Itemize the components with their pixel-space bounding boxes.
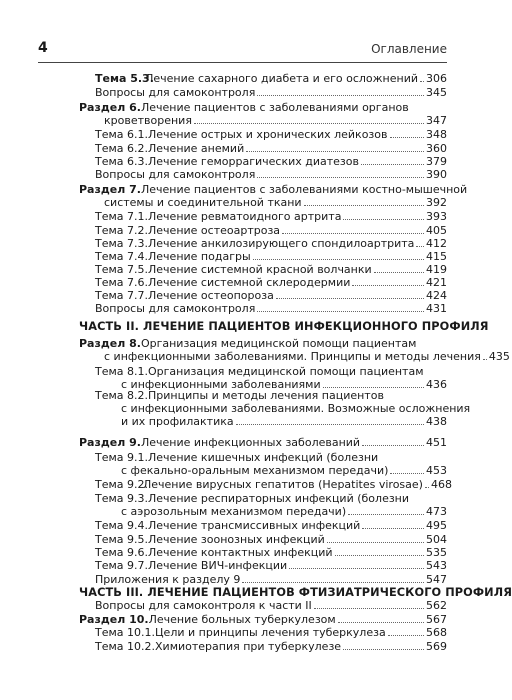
page-ref[interactable]: 473: [426, 505, 447, 518]
entry-title: с инфекционными заболеваниями: [121, 378, 321, 391]
entry-label: Раздел 10.: [79, 613, 149, 626]
page-ref[interactable]: 569: [426, 640, 447, 653]
toc-entry-row: [79, 613, 447, 626]
entry-title: Лечение вирусных гепатитов (Hepatites virosae): [143, 478, 423, 491]
dot-leader: [242, 581, 424, 583]
page-ref[interactable]: 390: [426, 168, 447, 181]
dot-leader: [246, 150, 424, 152]
page-ref[interactable]: 405: [426, 224, 447, 237]
entry-label: Тема 6.1.: [95, 128, 149, 141]
page-header: [38, 40, 447, 60]
entry-title: Лечение контактных инфекций: [148, 546, 333, 559]
dot-leader: [253, 258, 424, 260]
entry-label: Тема 9.1.: [95, 451, 149, 464]
page-ref[interactable]: 412: [426, 237, 447, 250]
dot-leader: [338, 621, 424, 623]
page-ref[interactable]: 468: [430, 478, 452, 491]
entry-title: с инфекционными заболеваниями. Возможные осложнения: [121, 402, 471, 415]
entry-label: Тема 9.6.: [95, 546, 149, 559]
page-ref[interactable]: 562: [426, 599, 447, 612]
entry-label: Тема 9.3.: [95, 492, 149, 505]
dot-leader: [374, 271, 424, 273]
running-title: Оглавление: [371, 42, 447, 56]
dot-leader: [282, 232, 424, 234]
entry-label: Тема 9.7.: [95, 559, 149, 572]
page-ref[interactable]: 415: [426, 250, 447, 263]
toc-entry-row: [95, 289, 447, 302]
entry-title: Организация медицинской помощи пациентам: [148, 365, 424, 378]
entry-title: Лечение системной красной волчанки: [148, 263, 372, 276]
entry-label: Тема 7.1.: [95, 210, 149, 223]
toc-entry-line: [121, 402, 470, 415]
toc-entry-line: [95, 492, 409, 505]
entry-label: Тема 9.4.: [95, 519, 149, 532]
entry-title: Лечение острых и хронических лейкозов: [148, 128, 388, 141]
dot-leader: [416, 245, 424, 247]
dot-leader: [236, 423, 424, 425]
entry-title: Лечение пациентов с заболеваниями органов: [140, 101, 409, 114]
toc-entry-line: [79, 101, 409, 114]
toc-entry-row: [121, 464, 447, 477]
dot-leader: [362, 527, 424, 529]
dot-leader: [425, 486, 429, 488]
toc-entry-line: [95, 365, 424, 378]
entry-title: Лечение кишечных инфекций (болезни: [148, 451, 379, 464]
dot-leader: [348, 513, 424, 515]
toc-entry-row: [95, 210, 447, 223]
page-ref[interactable]: 431: [426, 302, 447, 315]
toc-entry-row: [95, 640, 447, 653]
entry-title: и их профилактика: [121, 415, 234, 428]
entry-label: Тема 7.5.: [95, 263, 149, 276]
entry-title: Вопросы для самоконтроля: [95, 86, 256, 99]
toc-entry-row: [95, 86, 447, 99]
page-ref[interactable]: 424: [426, 289, 447, 302]
entry-title: Лечение остеопороза: [148, 289, 274, 302]
toc-entry-row: [95, 559, 447, 572]
entry-title: Лечение инфекционных заболеваний: [140, 436, 361, 449]
dot-leader: [352, 284, 424, 286]
entry-title: Лечение больных туберкулезом: [148, 613, 336, 626]
entry-title: Лечение респираторных инфекций (болезни: [148, 492, 410, 505]
page-ref[interactable]: 535: [426, 546, 447, 559]
page-ref[interactable]: 379: [426, 155, 447, 168]
entry-label: Тема 8.2.: [95, 389, 149, 402]
entry-title: Лечение зоонозных инфекций: [148, 533, 325, 546]
page-ref[interactable]: 421: [426, 276, 447, 289]
page-ref[interactable]: 347: [426, 114, 447, 127]
entry-label: Тема 7.6.: [95, 276, 149, 289]
entry-title: Вопросы для самоконтроля к части II: [95, 599, 312, 612]
page-ref[interactable]: 567: [426, 613, 447, 626]
page-ref[interactable]: 306: [426, 72, 447, 85]
page-ref[interactable]: 435: [488, 350, 510, 363]
dot-leader: [257, 94, 424, 96]
entry-title: с инфекционными заболеваниями. Принципы и методы лечения: [104, 350, 481, 363]
entry-label: Раздел 6.: [79, 101, 141, 114]
entry-title: Лечение ревматоидного артрита: [148, 210, 342, 223]
page-ref[interactable]: 438: [426, 415, 447, 428]
dot-leader: [335, 554, 424, 556]
entry-title: с фекально-оральным механизмом передачи): [121, 464, 389, 477]
toc-entry-row: [95, 276, 447, 289]
toc-entry-line: [95, 451, 378, 464]
entry-label: Тема 6.3.: [95, 155, 149, 168]
entry-label: Раздел 9.: [79, 436, 141, 449]
toc-entry-line: [79, 183, 467, 196]
entry-label: Тема 10.1.: [95, 626, 156, 639]
entry-title: Приложения к разделу 9: [95, 573, 241, 586]
dot-leader: [257, 310, 424, 312]
toc-entry-row: [95, 263, 447, 276]
toc-entry-row: [95, 533, 447, 546]
entry-label: Тема 7.4.: [95, 250, 149, 263]
entry-title: системы и соединительной ткани: [104, 196, 302, 209]
entry-title: Лечение анемий: [148, 142, 245, 155]
dot-leader: [314, 607, 424, 609]
entry-title: Лечение сахарного диабета и его осложнений: [145, 72, 418, 85]
entry-label: Тема 7.3.: [95, 237, 149, 250]
entry-title: Лечение ВИЧ-инфекции: [148, 559, 288, 572]
toc-entry-row: [95, 519, 447, 532]
entry-title: Вопросы для самоконтроля: [95, 168, 256, 181]
entry-label: Тема 7.2.: [95, 224, 149, 237]
entry-title: Вопросы для самоконтроля: [95, 302, 256, 315]
dot-leader: [362, 444, 424, 446]
toc-entry-row: [121, 505, 447, 518]
page-ref[interactable]: 504: [426, 533, 447, 546]
entry-label: Тема 7.7.: [95, 289, 149, 302]
dot-leader: [343, 218, 424, 220]
toc-entry-row: [79, 436, 447, 449]
entry-label: Тема 6.2.: [95, 142, 149, 155]
entry-title: кроветворения: [104, 114, 192, 127]
toc-entry-line: [95, 389, 384, 402]
page-ref[interactable]: 568: [426, 626, 447, 639]
dot-leader: [483, 358, 487, 360]
dot-leader: [327, 541, 424, 543]
dot-leader: [343, 648, 424, 650]
toc-entry-row: [121, 415, 447, 428]
dot-leader: [194, 122, 424, 124]
toc-entry-row: [104, 196, 447, 209]
entry-label: Раздел 7.: [79, 183, 141, 196]
toc-entry-row: [95, 142, 447, 155]
entry-label: Тема 10.2.: [95, 640, 156, 653]
page-ref[interactable]: 392: [426, 196, 447, 209]
toc-entry-line: [79, 337, 416, 350]
toc-entry-row: [95, 546, 447, 559]
toc-entry-row: [95, 128, 447, 141]
header-rule: [38, 62, 447, 63]
page-ref[interactable]: 436: [426, 378, 447, 391]
entry-label: Тема 9.2.: [95, 478, 149, 491]
page-ref[interactable]: 495: [426, 519, 447, 532]
entry-title: Организация медицинской помощи пациентам: [140, 337, 417, 350]
entry-title: Химиотерапия при туберкулезе: [155, 640, 342, 653]
page-ref[interactable]: 453: [426, 464, 447, 477]
entry-label: Тема 9.5.: [95, 533, 149, 546]
entry-title: Лечение пациентов с заболеваниями костно-мышечной: [140, 183, 468, 196]
dot-leader: [257, 176, 424, 178]
toc-entry-row: [95, 302, 447, 315]
toc-entry-row: [95, 250, 447, 263]
entry-title: Цели и принципы лечения туберкулеза: [155, 626, 386, 639]
entry-title: Лечение трансмиссивных инфекций: [148, 519, 361, 532]
entry-title: Лечение остеоартроза: [148, 224, 281, 237]
dot-leader: [420, 80, 424, 82]
dot-leader: [388, 634, 424, 636]
entry-title: Лечение подагры: [148, 250, 251, 263]
toc-entry-row: [104, 350, 510, 363]
toc-entry-row: [95, 599, 447, 612]
dot-leader: [276, 297, 424, 299]
toc-entry-row: [95, 478, 452, 491]
page-ref[interactable]: 345: [426, 86, 447, 99]
dot-leader: [390, 472, 424, 474]
page-number: 4: [38, 40, 48, 56]
part-heading: ЧАСТЬ II. ЛЕЧЕНИЕ ПАЦИЕНТОВ ИНФЕКЦИОННОГО ПРОФИЛЯ: [79, 320, 489, 333]
page-ref[interactable]: 543: [426, 559, 447, 572]
dot-leader: [304, 204, 424, 206]
toc-entry-row: [95, 155, 447, 168]
page-ref[interactable]: 451: [426, 436, 447, 449]
page-ref[interactable]: 419: [426, 263, 447, 276]
dot-leader: [289, 567, 424, 569]
toc-entry-row: [95, 72, 447, 85]
entry-title: Лечение системной склеродермии: [148, 276, 351, 289]
entry-title: с аэрозольным механизмом передачи): [121, 505, 347, 518]
dot-leader: [323, 386, 424, 388]
toc-entry-row: [104, 114, 447, 127]
entry-label: Тема 8.1.: [95, 365, 149, 378]
entry-label: Тема 5.3.: [95, 72, 154, 85]
page-ref[interactable]: 360: [426, 142, 447, 155]
dot-leader: [390, 136, 425, 138]
part-heading: ЧАСТЬ III. ЛЕЧЕНИЕ ПАЦИЕНТОВ ФТИЗИАТРИЧЕСКОГО ПРОФИЛЯ: [79, 586, 512, 599]
toc-entry-row: [95, 573, 447, 586]
page-ref[interactable]: 393: [426, 210, 447, 223]
entry-title: Принципы и методы лечения пациентов: [148, 389, 384, 402]
entry-label: Раздел 8.: [79, 337, 141, 350]
dot-leader: [361, 163, 424, 165]
toc-entry-row: [95, 626, 447, 639]
page-ref[interactable]: 348: [426, 128, 447, 141]
entry-title: Лечение анкилозирующего спондилоартрита: [148, 237, 415, 250]
toc-entry-row: [95, 224, 447, 237]
toc-entry-row: [95, 237, 447, 250]
toc-entry-row: [95, 168, 447, 181]
page-ref[interactable]: 547: [426, 573, 447, 586]
entry-title: Лечение геморрагических диатезов: [148, 155, 359, 168]
